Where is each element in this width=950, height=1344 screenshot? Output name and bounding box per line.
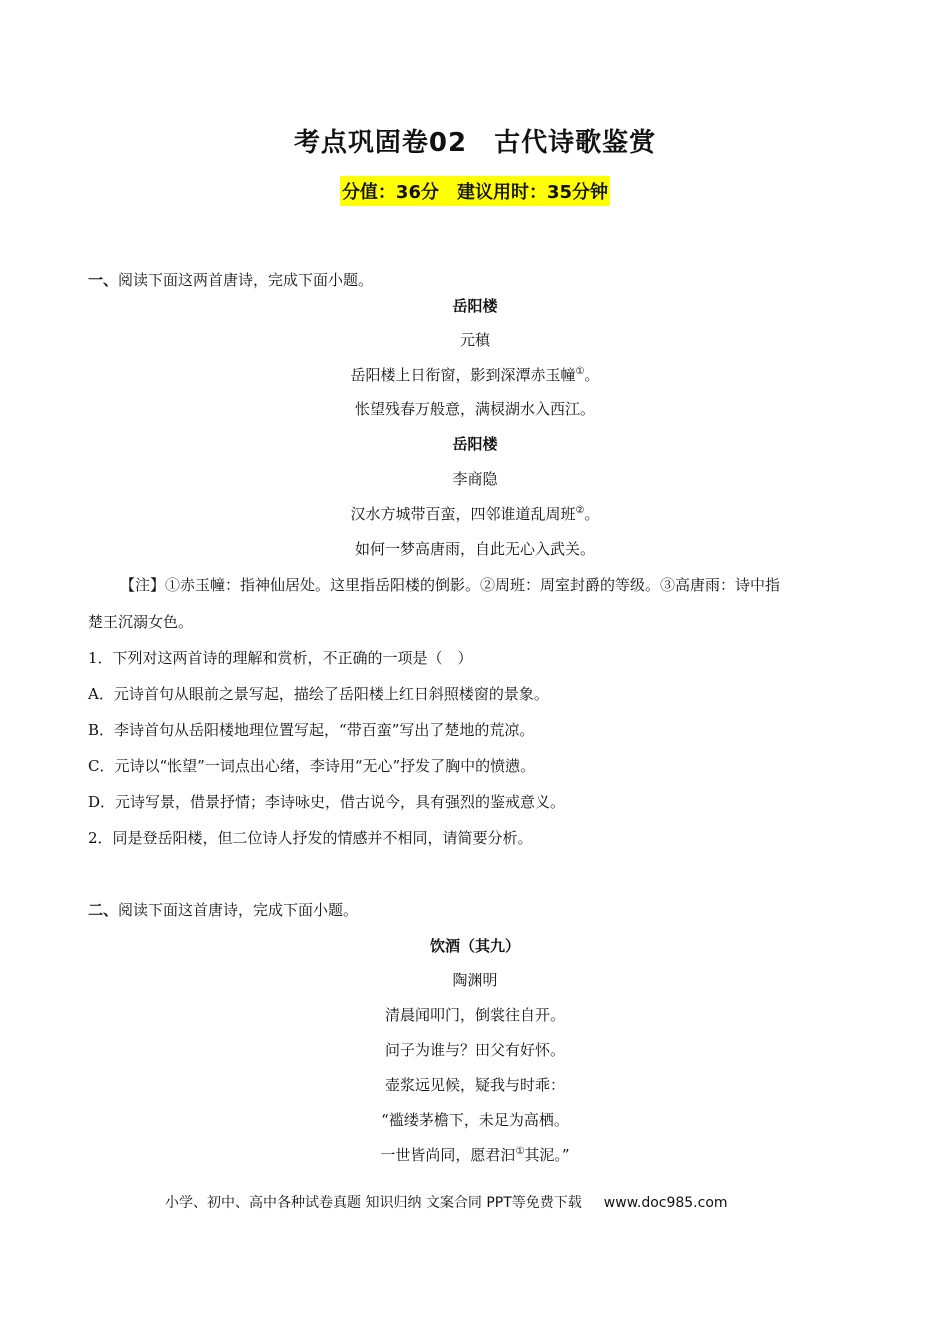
section2-heading	[88, 900, 358, 920]
poem3-line5-end: 其泥。”	[524, 1146, 570, 1164]
poem3-line5-text: 一世皆尚同，愿君汩	[380, 1146, 516, 1164]
poem2-line1	[0, 504, 950, 524]
option-b: B．李诗首句从岳阳楼地理位置写起，“带百蛮”写出了楚地的荒凉。	[88, 721, 535, 739]
poem1-line1-end: 。	[584, 366, 600, 384]
poem1-line2: 怅望残春万般意，满棂湖水入西江。	[354, 400, 595, 418]
poem3-line4: “褴缕茅檐下，未足为高栖。	[381, 1111, 569, 1129]
page-footer	[165, 1192, 728, 1212]
footnote-mark: ①	[575, 366, 585, 377]
poem3-title: 饮酒（其九）	[429, 937, 520, 955]
poem1-title: 岳阳楼	[452, 297, 498, 315]
section2-instruction: 阅读下面这首唐诗，完成下面小题。	[118, 901, 359, 919]
poem1-author: 元稹	[459, 331, 490, 349]
footnote-mark: ①	[515, 1146, 525, 1157]
subtitle-wrap	[0, 176, 950, 206]
page-title: 考点巩固卷02 古代诗歌鉴赏	[293, 128, 657, 158]
poem1-line1	[0, 365, 950, 385]
poem2-author: 李商隐	[452, 470, 498, 488]
section1-number: 一、	[88, 271, 119, 289]
footer-text: 小学、初中、高中各种试卷真题 知识归纳 文案合同 PPT等免费下载	[165, 1195, 582, 1211]
poem3-line2: 问子为谁与？田父有好怀。	[384, 1041, 565, 1059]
section2-number: 二、	[88, 901, 119, 919]
poem1-line1-text: 岳阳楼上日衔窗，影到深潭赤玉幢	[350, 366, 576, 384]
poem2-title: 岳阳楼	[452, 435, 498, 453]
poem2-line1-text: 汉水方城带百蛮，四邻谁道乱周班	[350, 505, 576, 523]
footer-url[interactable]: www.doc985.com	[603, 1195, 728, 1211]
poem3-line3: 壶浆远见候，疑我与时乖：	[384, 1076, 565, 1094]
question-1: 1．下列对这两首诗的理解和赏析，不正确的一项是（ ）	[88, 649, 473, 667]
poem2-line2: 如何一梦高唐雨，自此无心入武关。	[354, 540, 595, 558]
poem3-line1: 清晨闻叩门，倒裳往自开。	[384, 1006, 565, 1024]
poem3-line5	[0, 1145, 950, 1165]
option-d: D．元诗写景，借景抒情；李诗咏史，借古说今，具有强烈的鉴戒意义。	[88, 793, 566, 811]
option-c: C．元诗以“怅望”一词点出心绪，李诗用“无心”抒发了胸中的愤懑。	[88, 757, 536, 775]
section1-heading	[88, 270, 373, 290]
notes-line2: 楚王沉溺女色。	[88, 613, 194, 631]
question-2: 2．同是登岳阳楼，但二位诗人抒发的情感并不相同，请简要分析。	[88, 829, 533, 847]
poem2-line1-end: 。	[584, 505, 600, 523]
option-a: A．元诗首句从眼前之景写起，描绘了岳阳楼上红日斜照楼窗的景象。	[88, 685, 549, 703]
section1-instruction: 阅读下面这两首唐诗，完成下面小题。	[118, 271, 374, 289]
footnote-mark: ②	[575, 505, 585, 516]
notes-line1: 【注】①赤玉幢：指神仙居处。这里指岳阳楼的倒影。②周班：周室封爵的等级。③高唐雨：诗中指	[120, 576, 781, 594]
score-time-banner: 分值：36分 建议用时：35分钟	[340, 176, 610, 206]
poem3-author: 陶渊明	[452, 971, 498, 989]
